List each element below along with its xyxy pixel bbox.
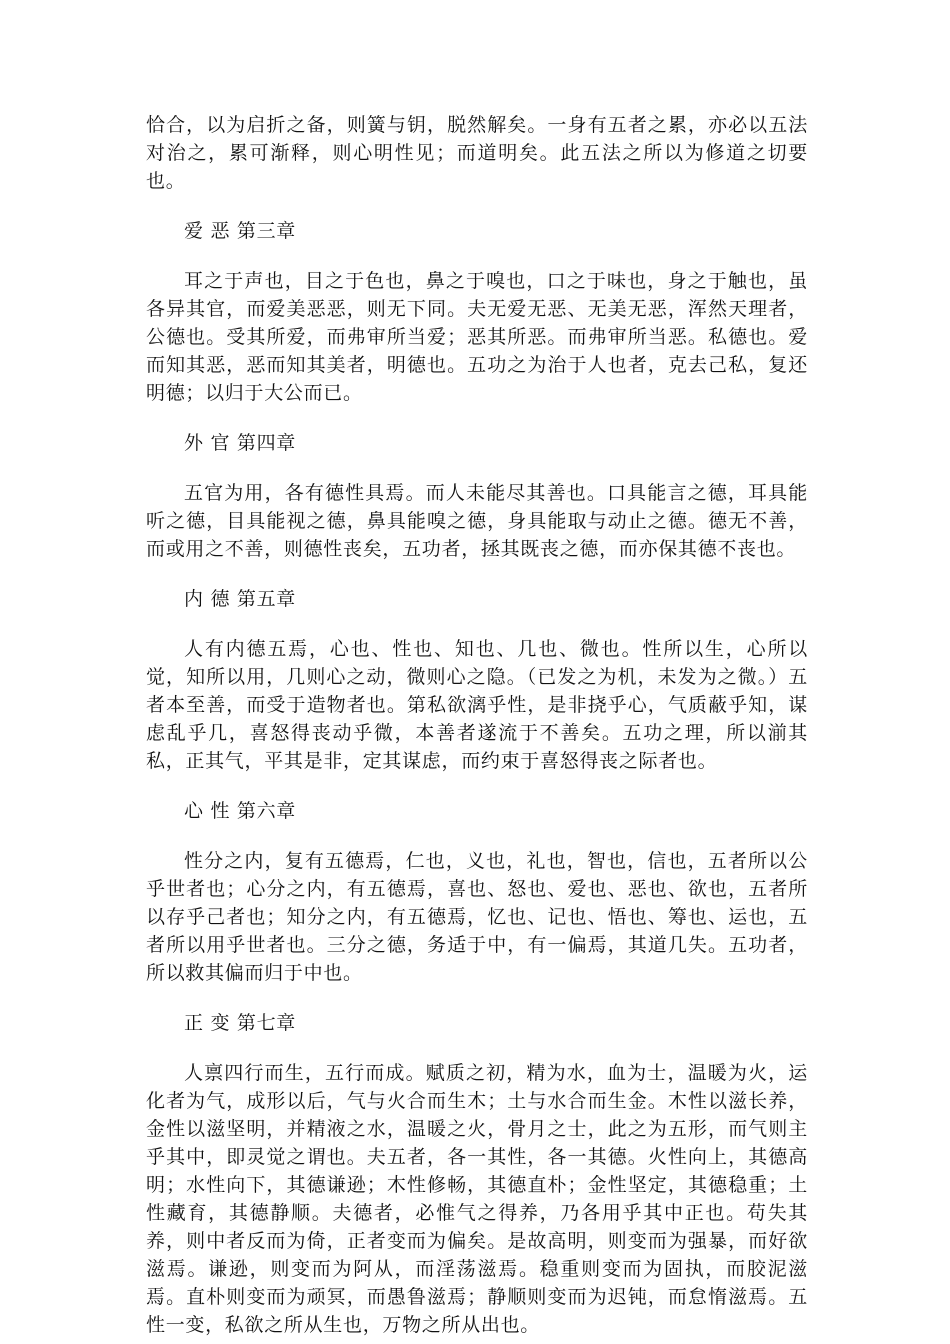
chapter-7-heading: 正 变 第七章 <box>184 1012 296 1034</box>
chapter-7-paragraph: 人禀四行而生，五行而成。赋质之初，精为水，血为士，温暖为火，运化者为气，成形以后，气与火合而生木；土与水合而生金。木性以滋长养，金性以滋坚明，并精液之水，温暖之火，骨月之士，此之为五形，而气则主乎其中，即灵觉之谓也。夫五者，各一其性，各一其德。火性向上，其德高明；水性向下，其德谦逊；木性修畅，其德直朴；金性坚定，其德稳重；土性藏育，其德静顺。夫德者，必惟气之得养，乃各用乎其中正也。苟失其养，则中者反而为倚，正者变而为偏矣。是故高明，则变而为强暴，而好欲滋焉。谦逊，则变而为阿从，而淫荡滋焉。稳重则变而为固执，而胶泥滋焉。直朴则变而为顽冥，而愚鲁滋焉；静顺则变而为迟钝，而怠惰滋焉。五性一变，私欲之所从生也，万物之所从出也。 <box>146 1062 808 1336</box>
chapter-4-paragraph: 五官为用，各有德性具焉。而人未能尽其善也。口具能言之德，耳具能听之德，目具能视之德，鼻具能嗅之德，身具能取与动止之德。德无不善，而或用之不善，则德性丧矣，五功者，拯其既丧之德，而亦保其德不丧也。 <box>146 482 808 560</box>
document-page <box>146 111 808 1339</box>
chapter-5-heading: 内 德 第五章 <box>184 588 296 610</box>
chapter-3-paragraph: 耳之于声也，目之于色也，鼻之于嗅也，口之于味也，身之于触也，虽各异其官，而爱美恶恶，则无下同。夫无爱无恶、无美无恶，浑然天理者，公德也。受其所爱，而弗审所当爱；恶其所恶。而弗审所当恶。私德也。爱而知其恶，恶而知其美者，明德也。五功之为治于人也者，克去己私，复还明德；以归于大公而已。 <box>146 270 808 404</box>
chapter-4-heading: 外 官 第四章 <box>184 432 296 454</box>
chapter-6-paragraph: 性分之内，复有五德焉，仁也，义也，礼也，智也，信也，五者所以公乎世者也；心分之内，有五德焉，喜也、怒也、爱也、恶也、欲也，五者所以存乎己者也；知分之内，有五德焉，忆也、记也、悟也、筹也、运也，五者所以用乎世者也。三分之德，务适于中，有一偏焉，其道几失。五功者，所以救其偏而归于中也。 <box>146 850 808 984</box>
intro-paragraph: 恰合，以为启折之备，则簧与钥，脱然解矣。一身有五者之累，亦必以五法对治之，累可渐释，则心明性见；而道明矣。此五法之所以为修道之切要也。 <box>146 114 808 192</box>
chapter-6-heading: 心 性 第六章 <box>184 800 296 822</box>
chapter-5-paragraph: 人有内德五焉，心也、性也、知也、几也、微也。性所以生，心所以觉，知所以用，几则心之动，微则心之隐。（已发之为机，未发为之微。）五者本至善，而受于造物者也。第私欲漓乎性，是非挠乎心，气质蔽乎知，谋虑乱乎几，喜怒得丧动乎微，本善者遂流于不善矣。五功之理，所以湔其私，正其气，平其是非，定其谋虑，而约束于喜怒得丧之际者也。 <box>146 638 808 772</box>
chapter-3-heading: 爱 恶 第三章 <box>184 220 296 242</box>
